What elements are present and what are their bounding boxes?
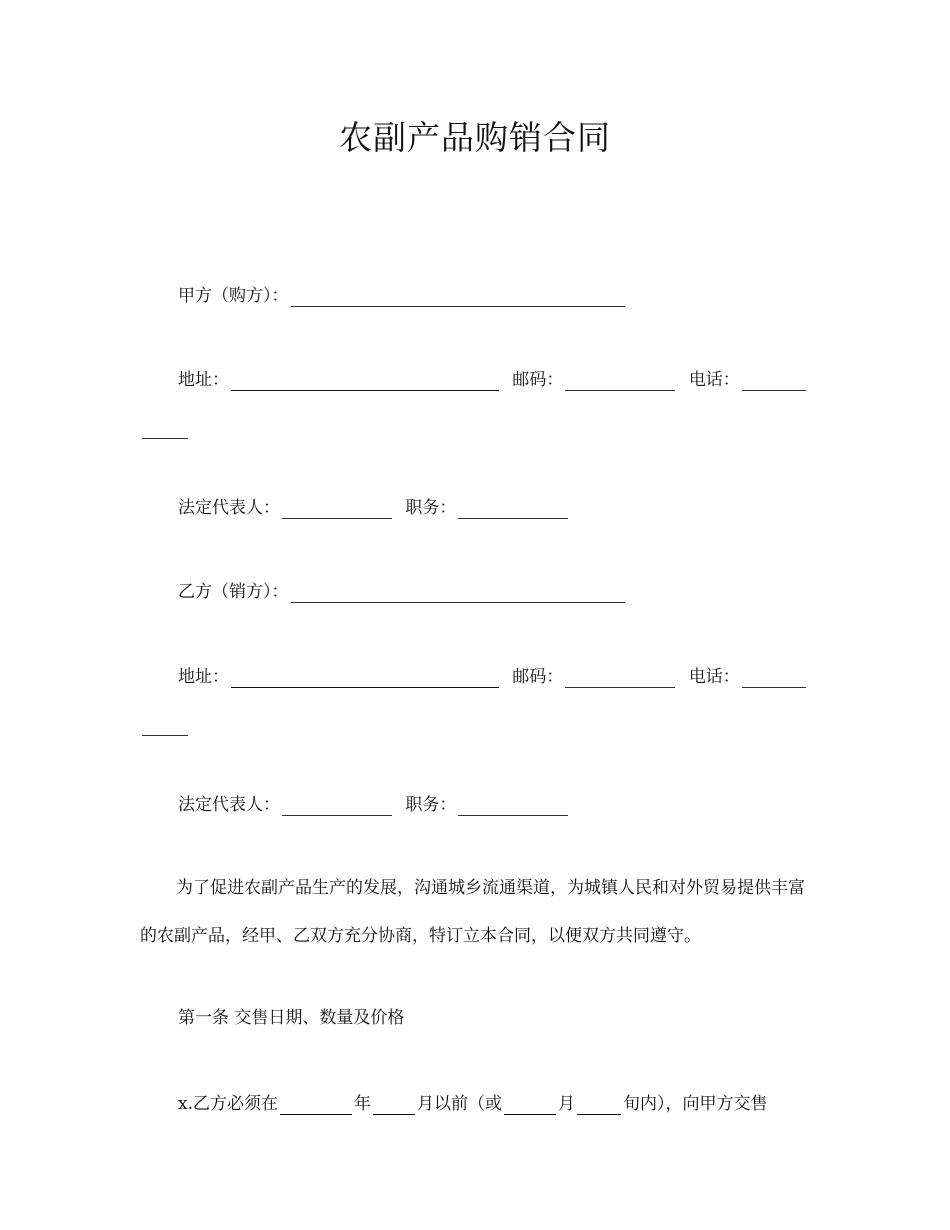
party-b-rep-label: 法定代表人： <box>178 795 280 815</box>
party-a-phone-label: 电话： <box>688 370 740 390</box>
party-a-position-blank <box>458 518 568 519</box>
party-a-phone-continuation <box>140 416 190 440</box>
party-b-phone-label: 电话： <box>688 667 740 687</box>
party-b-position-blank <box>458 815 568 816</box>
clause-prefix: x.乙方必须在 <box>178 1094 278 1114</box>
party-a-postcode-label: 邮码： <box>512 370 564 390</box>
party-b-address-blank <box>231 687 499 688</box>
party-b-line <box>178 580 627 604</box>
party-b-postcode-label: 邮码： <box>512 667 564 687</box>
party-a-postcode-blank <box>565 390 675 391</box>
year-label: 年 <box>354 1094 371 1114</box>
party-a-label: 甲方（购方）： <box>178 286 289 306</box>
party-a-address-blank <box>231 390 499 391</box>
article-1-heading: 第一条 交售日期、数量及价格 <box>178 1008 405 1028</box>
period-blank <box>577 1114 621 1115</box>
party-b-postcode-blank <box>565 687 675 688</box>
party-b-name-blank <box>291 602 625 603</box>
party-a-line <box>178 284 627 308</box>
article-1-clause-1 <box>178 1092 768 1116</box>
month-before-label: 月以前（或 <box>417 1094 502 1114</box>
party-b-rep-blank <box>282 815 392 816</box>
document-title: 农副产品购销合同 <box>339 118 611 157</box>
party-b-address-line <box>178 665 808 689</box>
party-a-address-label: 地址： <box>178 370 229 390</box>
party-b-rep-line <box>178 793 570 817</box>
party-b-phone-blank <box>742 687 806 688</box>
party-a-phone-blank <box>742 390 806 391</box>
period-end-label: 旬内），向甲方交售 <box>623 1094 768 1114</box>
party-a-phone-blank-wrap <box>142 438 188 439</box>
party-a-rep-line <box>178 496 570 520</box>
month-label: 月 <box>558 1094 575 1114</box>
year-blank <box>280 1114 352 1115</box>
party-a-position-label: 职务： <box>405 498 457 518</box>
alt-month-blank <box>504 1114 556 1115</box>
party-b-address-label: 地址： <box>178 667 229 687</box>
party-b-phone-continuation <box>140 713 190 737</box>
party-b-position-label: 职务： <box>405 795 457 815</box>
month-blank <box>373 1114 415 1115</box>
party-b-phone-blank-wrap <box>142 735 188 736</box>
party-a-rep-label: 法定代表人： <box>178 498 280 518</box>
party-a-rep-blank <box>282 518 392 519</box>
party-a-address-line <box>178 368 808 392</box>
party-b-label: 乙方（销方）： <box>178 582 289 602</box>
preamble-paragraph: 为了促进农副产品生产的发展，沟通城乡流通渠道，为城镇人民和对外贸易提供丰富的农副产品，经甲、乙双方充分协商，特订立本合同，以便双方共同遵守。 <box>140 878 805 946</box>
party-a-name-blank <box>291 306 625 307</box>
